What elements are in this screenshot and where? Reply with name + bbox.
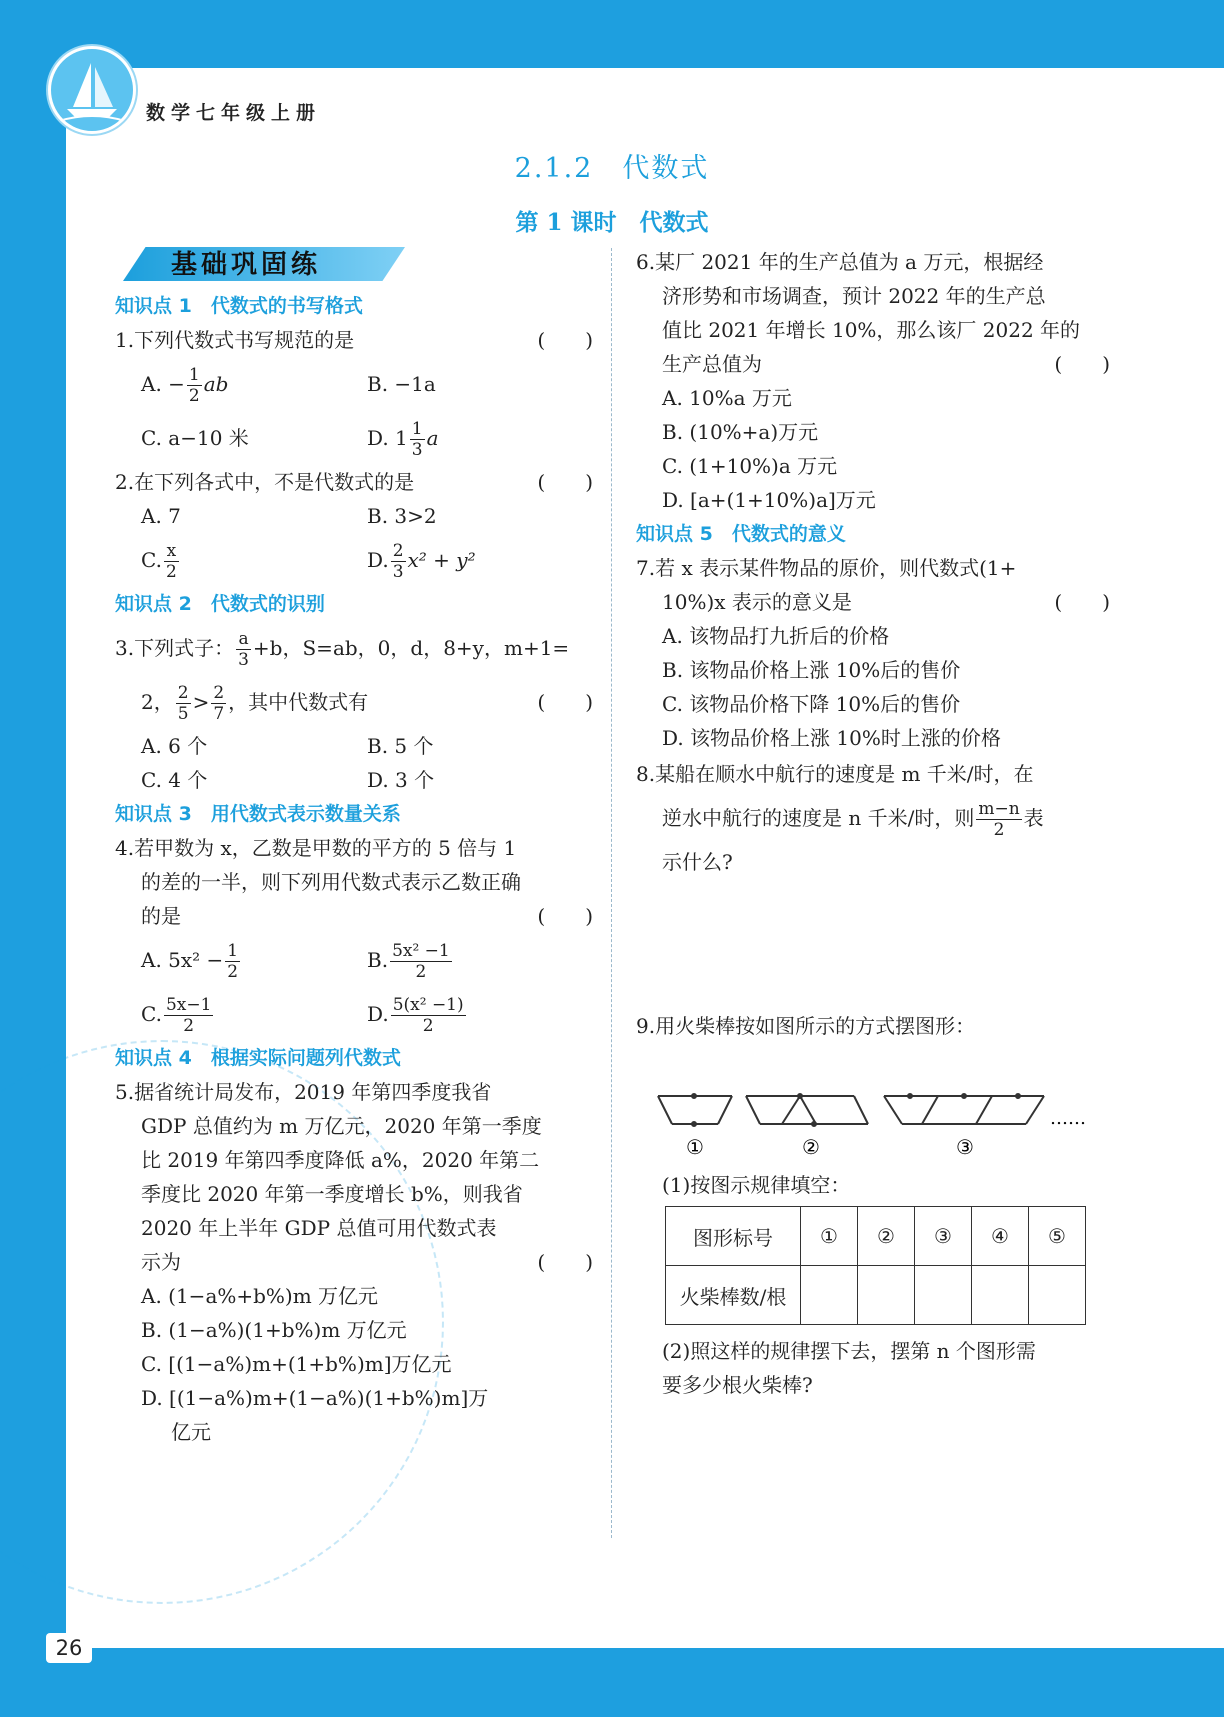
page-number: 26 <box>46 1633 92 1663</box>
question-6-line-4: 生产总值为 ( ) <box>636 347 1110 381</box>
q7-option-c: C. 该物品价格下降 10%后的售价 <box>662 692 961 716</box>
question-5-line-2: GDP 总值约为 m 万亿元，2020 年第一季度 <box>141 1114 542 1138</box>
answer-paren: ( ) <box>537 904 593 928</box>
q9-sub-1: (1)按图示规律填空： <box>662 1173 851 1197</box>
table-row <box>666 1266 1086 1325</box>
q4-option-a: A. 5x² − $\frac{1}{2}$ <box>141 941 239 982</box>
q2-option-a: A. 7 <box>141 504 181 528</box>
q1-option-c: C. a−10 米 <box>141 426 249 450</box>
q9-sub-2-line-1: (2)照这样的规律摆下去，摆第 n 个图形需 <box>662 1339 1036 1363</box>
q7-option-b: B. 该物品价格上涨 10%后的售价 <box>662 658 961 682</box>
q2-options <box>115 499 593 587</box>
table-row <box>666 1207 1086 1266</box>
book-title: 数学七年级上册 <box>146 102 322 124</box>
knowledge-point-3: 知识点 3 用代数式表示数量关系 <box>115 803 401 825</box>
q5-option-a: A. (1−a%+b%)m 万亿元 <box>141 1284 379 1308</box>
q9-sub-2 <box>662 1334 1112 1402</box>
left-column <box>115 245 593 1449</box>
answer-paren: ( ) <box>1054 590 1110 614</box>
question-8-line-3: 示什么? <box>662 850 733 874</box>
table-cell: ① <box>801 1207 858 1266</box>
question-2 <box>115 465 593 499</box>
sailboat-logo-icon <box>48 46 136 134</box>
question-9-line-1: 9.用火柴棒按如图所示的方式摆图形： <box>636 1014 976 1038</box>
q6-option-a: A. 10%a 万元 <box>662 386 792 410</box>
answer-paren: ( ) <box>537 328 593 352</box>
question-5-line-1: 5.据省统计局发布，2019 年第四季度我省 <box>115 1080 492 1104</box>
q3-option-d: D. 3 个 <box>367 768 435 792</box>
answer-paren: ( ) <box>537 1250 593 1274</box>
question-3-line-2: 2， $\frac{2}{5}$ > $\frac{2}{7}$ ，其中代数式有 ( ) <box>115 675 593 729</box>
question-5-line-4: 季度比 2020 年第一季度增长 b%，则我省 <box>141 1182 523 1206</box>
question-8-line-2: 逆水中航行的速度是 n 千米/时，则 $\frac{m-n}{2}$ 表 <box>662 799 1044 840</box>
question-4-line-3: 的是 ( ) <box>115 899 593 933</box>
q1-option-a: A. − $\frac{1}{2}$ ab <box>141 365 229 406</box>
table-cell: 火柴棒数/根 <box>666 1266 801 1325</box>
q1-options <box>115 357 593 465</box>
question-4-line-2: 的差的一半，则下列用代数式表示乙数正确 <box>141 870 521 894</box>
q6-option-b: B. (10%+a)万元 <box>662 420 819 444</box>
table-cell: ③ <box>915 1207 972 1266</box>
q2-stem: 2.在下列各式中，不是代数式的是 <box>115 470 415 494</box>
q1-stem: 1.下列代数式书写规范的是 <box>115 328 355 352</box>
q5-option-d-cont: 亿元 <box>171 1420 211 1444</box>
knowledge-point-1: 知识点 1 代数式的书写格式 <box>115 295 363 317</box>
question-7-line-1: 7.若 x 表示某件物品的原价，则代数式(1+ <box>636 556 1017 580</box>
q5-option-b: B. (1−a%)(1+b%)m 万亿元 <box>141 1318 407 1342</box>
q7-option-a: A. 该物品打九折后的价格 <box>662 624 890 648</box>
column-divider <box>611 248 612 1538</box>
knowledge-point-4: 知识点 4 根据实际问题列代数式 <box>115 1047 401 1069</box>
q6-option-c: C. (1+10%)a 万元 <box>662 454 838 478</box>
knowledge-point-5: 知识点 5 代数式的意义 <box>636 523 846 545</box>
q4-option-d: D. $\frac{\text{5(x² −1)}}{2}$ <box>367 995 464 1036</box>
q2-option-b: B. 3>2 <box>367 504 437 528</box>
q3-option-c: C. 4 个 <box>141 768 208 792</box>
q3-option-a: A. 6 个 <box>141 734 208 758</box>
question-5-line-3: 比 2019 年第四季度降低 a%，2020 年第二 <box>141 1148 540 1172</box>
answer-cell[interactable] <box>1029 1266 1086 1325</box>
matchstick-table <box>665 1206 1086 1325</box>
question-6-line-1: 6.某厂 2021 年的生产总值为 a 万元，根据经 <box>636 250 1044 274</box>
figure-label-2: ② <box>802 1135 820 1158</box>
continuation-dots: …… <box>1050 1108 1086 1129</box>
q9-sub-2-line-2: 要多少根火柴棒? <box>662 1373 813 1397</box>
q5-option-c: C. [(1−a%)m+(1+b%)m]万亿元 <box>141 1352 452 1376</box>
figure-label-3: ③ <box>956 1135 974 1158</box>
table-cell: ④ <box>972 1207 1029 1266</box>
lesson-title: 第 1 课时 代数式 <box>515 209 709 236</box>
answer-cell[interactable] <box>972 1266 1029 1325</box>
answer-paren: ( ) <box>537 690 593 714</box>
q1-option-b: B. −1a <box>367 372 436 396</box>
figure-label-1: ① <box>686 1135 704 1158</box>
answer-cell[interactable] <box>915 1266 972 1325</box>
table-cell: 图形标号 <box>666 1207 801 1266</box>
question-1 <box>115 323 593 357</box>
q4-options <box>115 933 593 1041</box>
banner-title: 基础巩固练 <box>171 250 322 280</box>
q2-option-d: D. $\frac{2}{3}$ x² + y² <box>367 541 476 582</box>
answer-cell[interactable] <box>801 1266 858 1325</box>
answer-paren: ( ) <box>1054 352 1110 376</box>
question-3: 3.下列式子： $\frac{a}{3}$ +b，S=ab，0，d，8+y，m+1= <box>115 629 570 670</box>
question-5-line-6: 示为 ( ) <box>115 1245 593 1279</box>
question-7-line-2: 10%)x 表示的意义是 ( ) <box>636 585 1110 619</box>
answer-paren: ( ) <box>537 470 593 494</box>
q6-option-d: D. [a+(1+10%)a]万元 <box>662 488 876 512</box>
table-cell: ⑤ <box>1029 1207 1086 1266</box>
question-4-line-1: 4.若甲数为 x，乙数是甲数的平方的 5 倍与 1 <box>115 836 517 860</box>
q1-option-d: D. 1 $\frac{1}{3}$ a <box>367 419 439 460</box>
question-5-line-5: 2020 年上半年 GDP 总值可用代数式表 <box>141 1216 497 1240</box>
q4-option-c: C. $\frac{5x-1}{2}$ <box>141 995 212 1036</box>
section-title: 2.1.2 代数式 <box>514 153 710 184</box>
question-6-line-2: 济形势和市场调查，预计 2022 年的生产总 <box>662 284 1046 308</box>
question-6-line-3: 值比 2021 年增长 10%，那么该厂 2022 年的 <box>662 318 1081 342</box>
q4-option-b: B. $\frac{\text{5x² −1}}{2}$ <box>367 941 450 982</box>
q2-option-c: C. $\frac{x}{2}$ <box>141 541 177 582</box>
q7-option-d: D. 该物品价格上涨 10%时上涨的价格 <box>662 726 1001 750</box>
q3-option-b: B. 5 个 <box>367 734 434 758</box>
q3-options <box>115 729 593 797</box>
table-cell: ② <box>858 1207 915 1266</box>
question-8-line-1: 8.某船在顺水中航行的速度是 m 千米/时，在 <box>636 762 1034 786</box>
q5-option-d: D. [(1−a%)m+(1−a%)(1+b%)m]万 <box>141 1386 489 1410</box>
right-column <box>636 245 1110 1043</box>
matchstick-figures <box>654 1088 1114 1158</box>
practice-banner <box>115 245 593 285</box>
bottom-band <box>0 1648 1224 1717</box>
knowledge-point-2: 知识点 2 代数式的识别 <box>115 593 325 615</box>
answer-cell[interactable] <box>858 1266 915 1325</box>
